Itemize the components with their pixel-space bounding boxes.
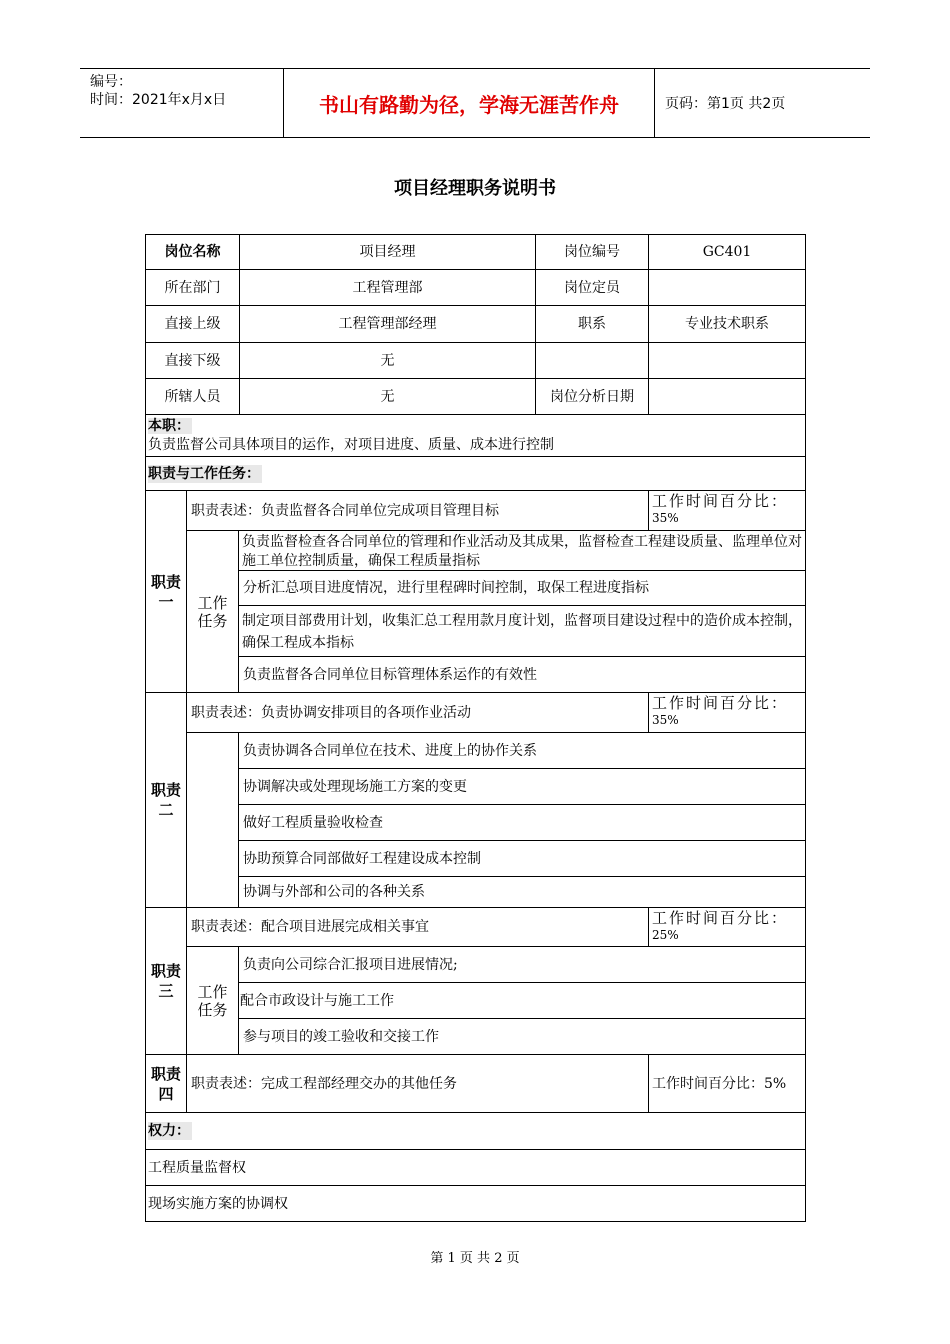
duty-3-time-pct [648,907,806,947]
department-value: 工程管理部 [239,269,536,306]
job-family-value: 专业技术职系 [648,305,806,343]
duty-1-task-2: 分析汇总项目进度情况，进行里程碑时间控制，取保工程进度指标 [238,570,806,606]
duty-3-task-3: 参与项目的竣工验收和交接工作 [238,1018,806,1055]
duty-4-time-pct: 工作时间百分比：5% [648,1054,806,1113]
duty-4-desc: 职责表述：完成工程部经理交办的其他任务 [186,1054,649,1113]
superior-label: 直接上级 [145,305,240,343]
authority-item-2: 现场实施方案的协调权 [145,1185,806,1222]
duties-label: 职责与工作任务： [148,465,260,482]
duty-2-task-4: 协助预算合同部做好工程建设成本控制 [238,840,806,877]
department-label: 所在部门 [145,269,240,306]
job-family-label: 职系 [535,305,649,343]
position-code-label: 岗位编号 [535,234,649,270]
time-pct-label: 工作时间百分比： [652,492,789,510]
duty-4-label: 职责四 [145,1054,187,1113]
header-page-number: 页码：第1页 共2页 [665,96,786,112]
duty-2-task-1: 负责协调各合同单位在技术、进度上的协作关系 [238,732,806,769]
header-meta [80,69,283,137]
time-pct-label: 工作时间百分比： [652,694,789,712]
duty-3-task-1: 负责向公司综合汇报项目进展情况; [238,946,806,983]
analysis-date-label: 岗位分析日期 [535,378,649,415]
time-pct-value: 25% [652,928,679,942]
doc-time-label: 时间：2021年x月x日 [90,92,227,108]
page-footer: 第 1 页 共 2 页 [430,1251,520,1266]
position-name-value: 项目经理 [239,234,536,270]
authority-label: 权力： [148,1123,190,1139]
duty-2-desc: 职责表述：负责协调安排项目的各项作业活动 [186,692,649,733]
header-motto: 书山有路勤为径，学海无涯苦作舟 [283,69,655,137]
page-header [80,68,870,138]
empty-cell [648,342,806,379]
duties-section-header [145,456,806,491]
time-pct-value: 35% [652,713,679,727]
duty-1-task-1: 负责监督检查各合同单位的管理和作业活动及其成果，监督检查工程建设质量、监理单位对施工单位控制质量，确保工程质量指标 [238,530,806,571]
superior-value: 工程管理部经理 [239,305,536,343]
duty-2-task-label [186,732,239,908]
duty-3-task-label: 工作任务 [186,946,239,1055]
duty-2-label: 职责二 [145,692,187,908]
authority-item-1: 工程质量监督权 [145,1149,806,1186]
analysis-date-value [648,378,806,415]
duty-2-task-5: 协调与外部和公司的各种关系 [238,876,806,908]
duty-1-label: 职责一 [145,490,187,693]
duty-3-label: 职责三 [145,907,187,1055]
duty-3-task-2: 配合市政设计与施工工作 [238,982,806,1019]
position-code-value: GC401 [648,234,806,270]
authority-section-header [145,1112,806,1150]
empty-cell [535,342,649,379]
managed-staff-value: 无 [239,378,536,415]
core-duty-label: 本职： [148,418,190,434]
time-pct-label: 工作时间百分比： [652,909,789,927]
duty-2-time-pct [648,692,806,733]
core-duty-text: 负责监督公司具体项目的运作，对项目进度、质量、成本进行控制 [148,437,554,453]
duty-1-desc: 职责表述：负责监督各合同单位完成项目管理目标 [186,490,649,531]
core-duty-section [145,414,806,457]
subordinate-value: 无 [239,342,536,379]
duty-2-task-2: 协调解决或处理现场施工方案的变更 [238,768,806,805]
duty-1-task-label: 工作任务 [186,530,239,693]
document-title: 项目经理职务说明书 [394,178,556,199]
duty-2-task-3: 做好工程质量验收检查 [238,804,806,841]
time-pct-value: 35% [652,511,679,525]
subordinate-label: 直接下级 [145,342,240,379]
position-name-label: 岗位名称 [145,234,240,270]
headcount-value [648,269,806,306]
duty-1-time-pct [648,490,806,531]
duty-1-task-4: 负责监督各合同单位目标管理体系运作的有效性 [238,656,806,693]
headcount-label: 岗位定员 [535,269,649,306]
doc-number-label: 编号： [90,74,132,90]
duty-3-desc: 职责表述：配合项目进展完成相关事宜 [186,907,649,947]
duty-1-task-3: 制定项目部费用计划，收集汇总工程用款月度计划，监督项目建设过程中的造价成本控制，确保工程成本指标 [238,605,806,657]
managed-staff-label: 所辖人员 [145,378,240,415]
